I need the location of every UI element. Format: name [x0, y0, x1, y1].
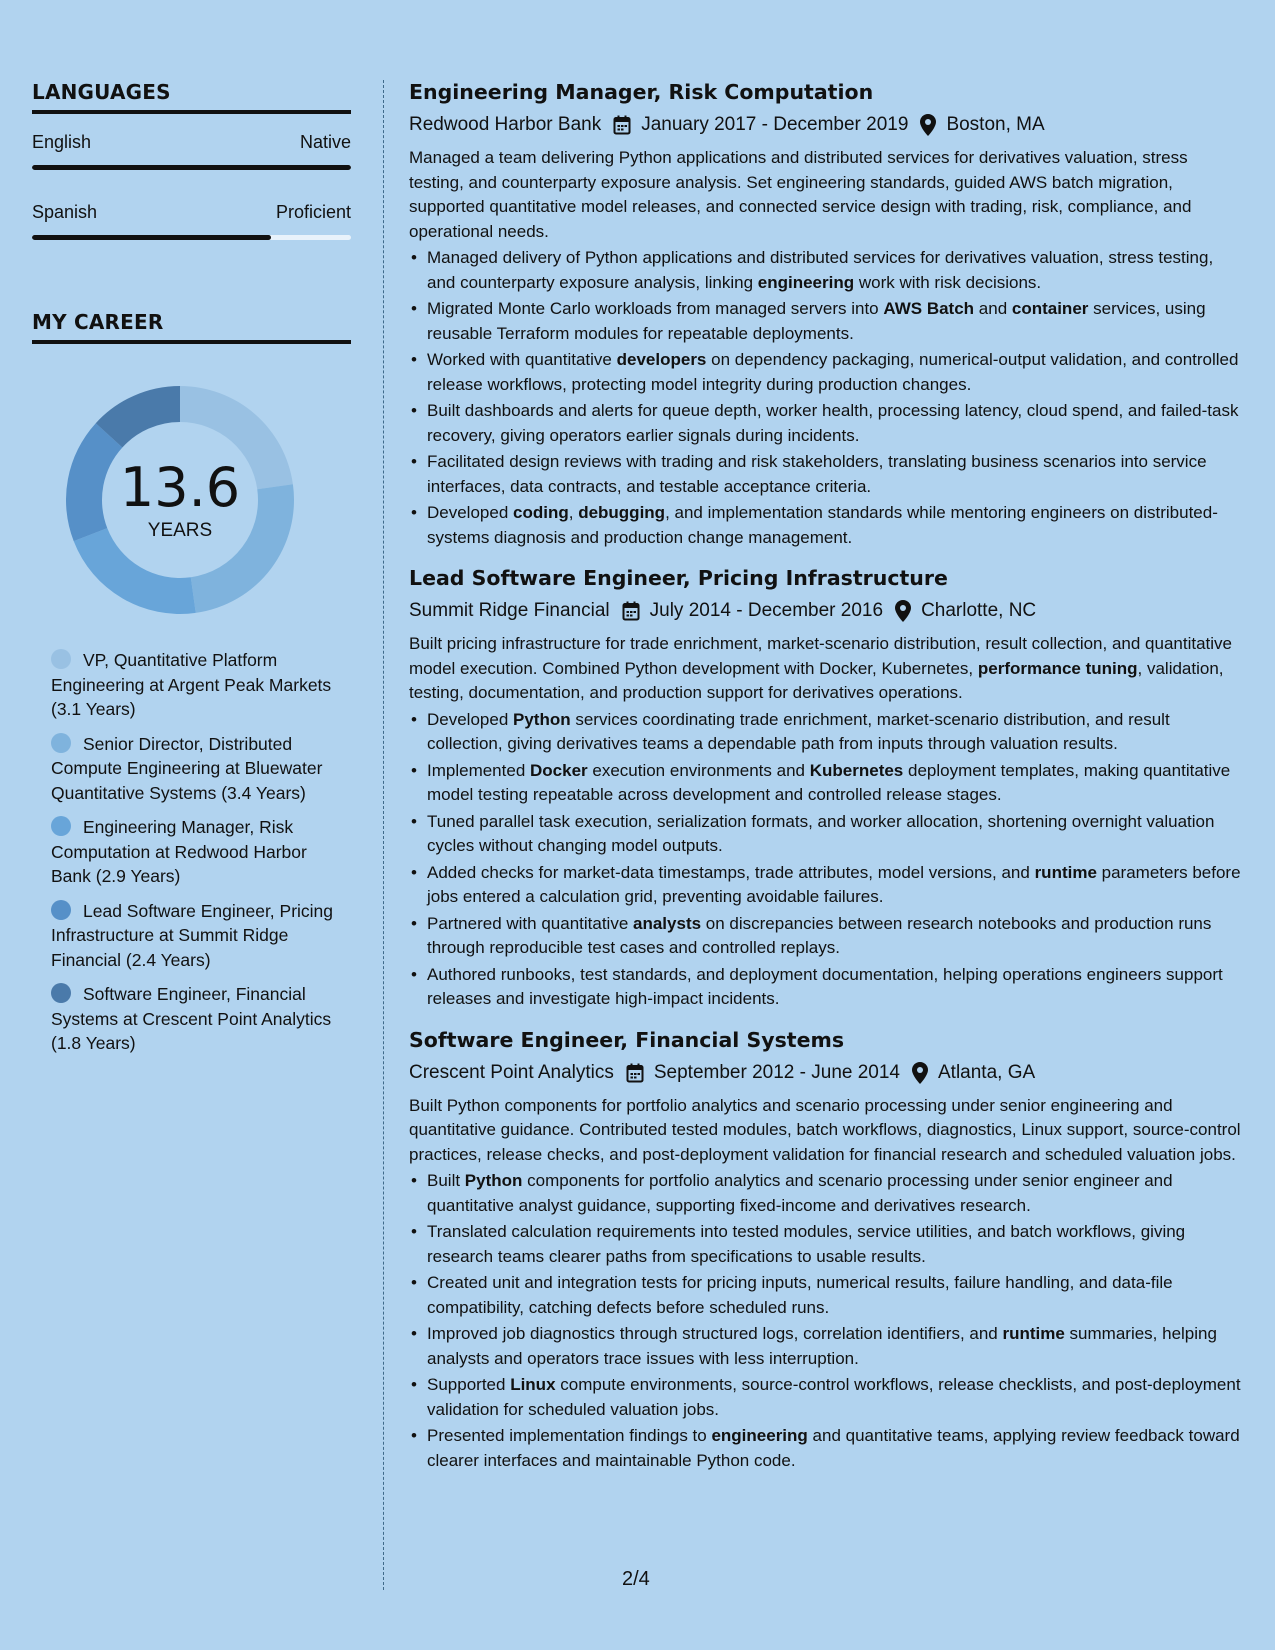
job-bullet: • Built Python components for portfolio analytics and scenario processing under senior engineer and quantitative analyst guidance, supporting fixed-income and derivatives research.	[409, 1169, 1241, 1218]
job-title: Software Engineer, Financial Systems	[409, 1027, 845, 1052]
legend-dot	[51, 816, 71, 836]
job-bullets	[409, 708, 1241, 1012]
location-pin-icon	[912, 1062, 928, 1084]
job-bullet: • Worked with quantitative developers on dependency packaging, numerical-output validation, and controlled release workflows, protecting model integrity during production changes.	[409, 348, 1241, 397]
job-entry	[409, 564, 1241, 1012]
calendar-icon	[613, 115, 631, 135]
career-legend	[32, 648, 341, 1056]
location-pin-icon	[895, 600, 911, 622]
job-entry	[409, 78, 1241, 550]
career-role-label: Lead Software Engineer, Pricing Infrastructure at Summit Ridge Financial (2.4 Years)	[51, 900, 334, 970]
job-bullet: • Translated calculation requirements into tested modules, service utilities, and batch workflows, giving research teams clearer paths from specifications to usable results.	[409, 1220, 1241, 1269]
legend-dot	[51, 983, 71, 1003]
job-summary: Built Python components for portfolio analytics and scenario processing under senior engineering and quantitative guidance. Contributed tested modules, batch workflows, diagnostics, Linux support, source-control practices, release checks, and post-deployment validation for financial research and scheduled valuation jobs.	[409, 1095, 1241, 1164]
language-proficiency-bar	[32, 235, 351, 240]
career-role-label: Software Engineer, Financial Systems at Crescent Point Analytics (1.8 Years)	[51, 984, 332, 1053]
job-meta	[409, 112, 1241, 138]
job-bullet: • Migrated Monte Carlo workloads from managed servers into AWS Batch and container services, using reusable Terraform modules for repeatable deployments.	[409, 297, 1241, 346]
job-bullet: • Authored runbooks, test standards, and deployment documentation, helping operations engineers support releases and investigate high-impact incidents.	[409, 963, 1241, 1012]
page-number: 2/4	[622, 1568, 650, 1590]
job-location: Atlanta, GA	[938, 1061, 1036, 1083]
job-title: Engineering Manager, Risk Computation	[409, 80, 874, 104]
job-entry	[409, 1026, 1241, 1474]
job-summary: Built pricing infrastructure for trade enrichment, market-scenario distribution, result collection, and quantitative model execution. Combined Python development with Docker, Kubernetes, performance tuning, validation, testing, documentation, and production support for derivatives operations.	[409, 634, 1232, 702]
career-legend-item	[51, 648, 341, 722]
language-proficiency-bar	[32, 165, 351, 170]
language-proficiency-fill	[32, 235, 271, 240]
job-summary: Managed a team delivering Python applications and distributed services for derivatives valuation, stress testing, and counterparty exposure analysis. Set engineering standards, guided AWS batch migration, supported quantitative model releases, and connected service design with trading, risk, compliance, and operational needs.	[409, 148, 1192, 241]
job-bullet: • Built dashboards and alerts for queue depth, worker health, processing latency, cloud spend, and failed-task recovery, giving operators earlier signals during incidents.	[409, 399, 1241, 448]
job-bullet: • Created unit and integration tests for pricing inputs, numerical results, failure handling, and data-file compatibility, catching defects before scheduled runs.	[409, 1271, 1241, 1320]
language-item	[32, 132, 351, 170]
experience-section	[409, 78, 1241, 1487]
job-company: Crescent Point Analytics	[409, 1061, 614, 1083]
career-legend-item	[51, 815, 341, 889]
languages-heading: LANGUAGES	[32, 80, 351, 114]
sidebar	[32, 80, 351, 1066]
job-bullet: • Implemented Docker execution environments and Kubernetes deployment templates, making quantitative model testing repeatable across development and controlled release stages.	[409, 759, 1241, 808]
language-level: Proficient	[275, 202, 351, 222]
job-location: Boston, MA	[946, 114, 1045, 135]
job-meta	[409, 1060, 1241, 1086]
job-location: Charlotte, NC	[921, 600, 1037, 621]
job-bullet: • Improved job diagnostics through structured logs, correlation identifiers, and runtime summaries, helping analysts and operators trace issues with less interruption.	[409, 1322, 1241, 1371]
job-bullet: • Managed delivery of Python applications and distributed services for derivatives valuation, stress testing, and counterparty exposure analysis, linking engineering work with risk decisions.	[409, 246, 1241, 295]
career-legend-item	[51, 732, 341, 806]
job-bullet: • Tuned parallel task execution, serialization formats, and worker allocation, shortening overnight valuation cycles without changing model outputs.	[409, 810, 1241, 859]
career-total-unit: YEARS	[147, 520, 213, 541]
language-proficiency-fill	[32, 165, 351, 170]
career-legend-item	[51, 899, 341, 973]
job-bullet: • Added checks for market-data timestamps, trade attributes, model versions, and runtime parameters before jobs entered a calculation grid, preventing avoidable failures.	[409, 861, 1241, 910]
career-role-label: Engineering Manager, Risk Computation at Redwood Harbor Bank (2.9 Years)	[51, 817, 307, 886]
legend-dot	[51, 649, 71, 669]
job-company: Summit Ridge Financial	[409, 600, 610, 621]
job-meta	[409, 598, 1241, 624]
career-heading: MY CAREER	[32, 310, 351, 344]
language-item	[32, 202, 351, 240]
language-name: Spanish	[32, 202, 98, 222]
calendar-icon	[622, 601, 640, 621]
column-divider	[383, 80, 384, 1590]
job-company: Redwood Harbor Bank	[409, 114, 602, 135]
career-role-label: VP, Quantitative Platform Engineering at Argent Peak Markets (3.1 Years)	[51, 650, 332, 719]
career-donut-chart	[66, 386, 294, 614]
job-dates: January 2017 - December 2019	[641, 114, 909, 135]
job-bullet: • Partnered with quantitative analysts on discrepancies between research notebooks and production runs through reproducible test cases and controlled replays.	[409, 912, 1241, 961]
job-bullets	[409, 246, 1241, 550]
job-bullet: • Developed Python services coordinating trade enrichment, market-scenario distribution, and result collection, giving derivatives teams a dependable path from inputs through valuation results.	[409, 708, 1241, 757]
language-level: Native	[299, 132, 351, 152]
job-bullet: • Supported Linux compute environments, source-control workflows, release checklists, and post-deployment validation for scheduled valuation jobs.	[409, 1373, 1241, 1422]
job-dates: September 2012 - June 2014	[653, 1061, 900, 1083]
calendar-icon	[626, 1063, 644, 1083]
job-bullet: • Presented implementation findings to engineering and quantitative teams, applying review feedback toward clearer interfaces and maintainable Python code.	[409, 1424, 1241, 1473]
legend-dot	[51, 900, 71, 920]
job-title: Lead Software Engineer, Pricing Infrastructure	[409, 566, 948, 590]
legend-dot	[51, 733, 71, 753]
job-bullet: • Developed coding, debugging, and implementation standards while mentoring engineers on distributed-systems diagnosis and production change management.	[409, 501, 1241, 550]
job-bullet: • Facilitated design reviews with trading and risk stakeholders, translating business scenarios into service interfaces, data contracts, and testable acceptance criteria.	[409, 450, 1241, 499]
location-pin-icon	[920, 114, 936, 136]
career-role-label: Senior Director, Distributed Compute Engineering at Bluewater Quantitative Systems (3.4 Years)	[51, 733, 323, 803]
job-dates: July 2014 - December 2016	[649, 600, 884, 621]
language-name: English	[32, 132, 92, 152]
career-total-years: 13.6	[119, 456, 241, 519]
job-bullets	[409, 1169, 1241, 1473]
career-legend-item	[51, 982, 341, 1056]
